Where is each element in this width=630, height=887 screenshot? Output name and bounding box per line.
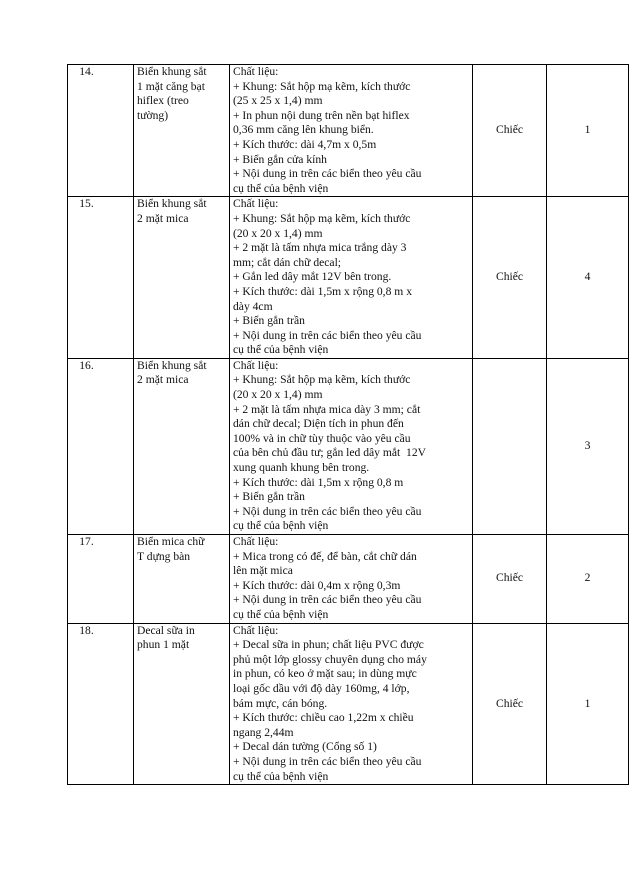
item-description — [230, 197, 473, 359]
item-quantity: 3 — [547, 358, 629, 534]
description-line: cụ thể của bệnh viện — [233, 769, 329, 783]
description-line: Chất liệu: — [233, 535, 279, 548]
item-name-line: Biển khung sắt — [137, 65, 207, 78]
description-line: + Decal sữa in phun; chất liệu PVC được — [233, 638, 424, 652]
description-line: + Decal dán tường (Cổng số 1) — [233, 740, 377, 754]
item-quantity: 2 — [547, 535, 629, 624]
table-row — [68, 358, 629, 534]
item-name-line: Decal sữa in — [137, 623, 195, 637]
description-line: phủ một lớp glossy chuyên dụng cho máy — [233, 652, 427, 666]
item-name-line: Biển khung sắt — [137, 197, 207, 211]
table-row — [68, 65, 629, 197]
item-unit: Chiếc — [473, 197, 547, 359]
items-table — [67, 64, 629, 785]
item-name — [134, 358, 230, 534]
description-line: Chất liệu: — [233, 358, 279, 372]
description-line: + Kích thước: chiều cao 1,22m x chiều — [233, 711, 414, 725]
row-number: 16. — [68, 358, 134, 534]
row-number: 17. — [68, 535, 134, 624]
item-unit: Chiếc — [473, 65, 547, 197]
description-line: + Kích thước: dài 0,4m x rộng 0,3m — [233, 578, 401, 592]
item-name-line: 2 mặt mica — [137, 373, 189, 387]
description-line: dày 4cm — [233, 299, 273, 313]
description-line: Chất liệu: — [233, 623, 279, 637]
item-description — [230, 623, 473, 785]
description-line: Chất liệu: — [233, 197, 279, 211]
description-line: Chất liệu: — [233, 65, 279, 78]
description-line: cụ thể của bệnh viện — [233, 343, 329, 357]
item-name-line: phun 1 mặt — [137, 638, 190, 652]
item-unit: Chiếc — [473, 535, 547, 624]
item-quantity: 1 — [547, 623, 629, 785]
description-line: + Biển gắn trần — [233, 490, 305, 504]
description-line: xung quanh khung bên trong. — [233, 461, 370, 475]
description-line: loại gốc dầu với độ dày 160mg, 4 lớp, — [233, 681, 410, 695]
item-name-line: 2 mặt mica — [137, 211, 189, 225]
description-line: + Mica trong có đế, để bàn, cắt chữ dán — [233, 549, 417, 563]
description-line: + Nội dung in trên các biển theo yêu cầu — [233, 167, 422, 181]
description-line: + Khung: Sắt hộp mạ kẽm, kích thước — [233, 211, 411, 225]
description-line: + Biển gắn cửa kính — [233, 152, 327, 166]
description-line: cụ thể của bệnh viện — [233, 519, 329, 533]
item-name — [134, 65, 230, 197]
description-line: lên mặt mica — [233, 564, 293, 578]
item-name — [134, 197, 230, 359]
description-line: + 2 mặt là tấm nhựa mica dày 3 mm; cắt — [233, 402, 421, 416]
item-name-line: tường) — [137, 108, 169, 122]
description-line: (20 x 20 x 1,4) mm — [233, 388, 323, 402]
description-line: (25 x 25 x 1,4) mm — [233, 94, 323, 108]
description-line: in phun, có keo ở mặt sau; in dùng mực — [233, 667, 417, 681]
row-number: 15. — [68, 197, 134, 359]
table-row — [68, 535, 629, 624]
description-line: + Nội dung in trên các biển theo yêu cầu — [233, 328, 422, 342]
item-name-line: 1 mặt căng bạt — [137, 79, 205, 93]
item-name-line: hiflex (treo — [137, 94, 189, 108]
description-line: 0,36 mm căng lên khung biển. — [233, 123, 374, 137]
item-name-line: T dựng bàn — [137, 549, 191, 563]
table-row — [68, 197, 629, 359]
item-description — [230, 358, 473, 534]
description-line: + 2 mặt là tấm nhựa mica trắng dày 3 — [233, 241, 407, 255]
description-line: + Nội dung in trên các biển theo yêu cầu — [233, 593, 422, 607]
description-line: + In phun nội dung trên nền bạt hiflex — [233, 108, 410, 122]
description-line: + Kích thước: dài 1,5m x rộng 0,8 m x — [233, 284, 412, 298]
row-number: 14. — [68, 65, 134, 197]
description-line: cụ thể của bệnh viện — [233, 607, 329, 621]
description-line: của bên chủ đầu tư; gắn led dây mắt 12V — [233, 446, 427, 460]
item-name-line: Biển mica chữ — [137, 535, 205, 548]
description-line: cụ thể của bệnh viện — [233, 181, 329, 195]
item-unit — [473, 358, 547, 534]
description-line: 100% và in chữ tùy thuộc vào yêu cầu — [233, 431, 411, 445]
item-name — [134, 623, 230, 785]
description-line: + Kích thước: dài 4,7m x 0,5m — [233, 137, 377, 151]
item-name — [134, 535, 230, 624]
description-line: bám mực, cán bóng. — [233, 696, 328, 710]
description-line: + Nội dung in trên các biển theo yêu cầu — [233, 754, 422, 768]
item-description — [230, 65, 473, 197]
description-line: + Khung: Sắt hộp mạ kẽm, kích thước — [233, 79, 411, 93]
description-line: (20 x 20 x 1,4) mm — [233, 226, 323, 240]
item-unit: Chiếc — [473, 623, 547, 785]
row-number: 18. — [68, 623, 134, 785]
item-quantity: 4 — [547, 197, 629, 359]
description-line: + Khung: Sắt hộp mạ kẽm, kích thước — [233, 373, 411, 387]
item-quantity: 1 — [547, 65, 629, 197]
item-name-line: Biển khung sắt — [137, 358, 207, 372]
description-line: dán chữ decal; Diện tích in phun đến — [233, 417, 404, 431]
table-row — [68, 623, 629, 785]
description-line: + Kích thước: dài 1,5m x rộng 0,8 m — [233, 475, 404, 489]
description-line: ngang 2,44m — [233, 725, 294, 739]
description-line: + Nội dung in trên các biển theo yêu cầu — [233, 504, 422, 518]
item-description — [230, 535, 473, 624]
description-line: + Gắn led dây mắt 12V bên trong. — [233, 270, 392, 284]
description-line: + Biển gắn trần — [233, 314, 305, 328]
description-line: mm; cắt dán chữ decal; — [233, 255, 342, 269]
